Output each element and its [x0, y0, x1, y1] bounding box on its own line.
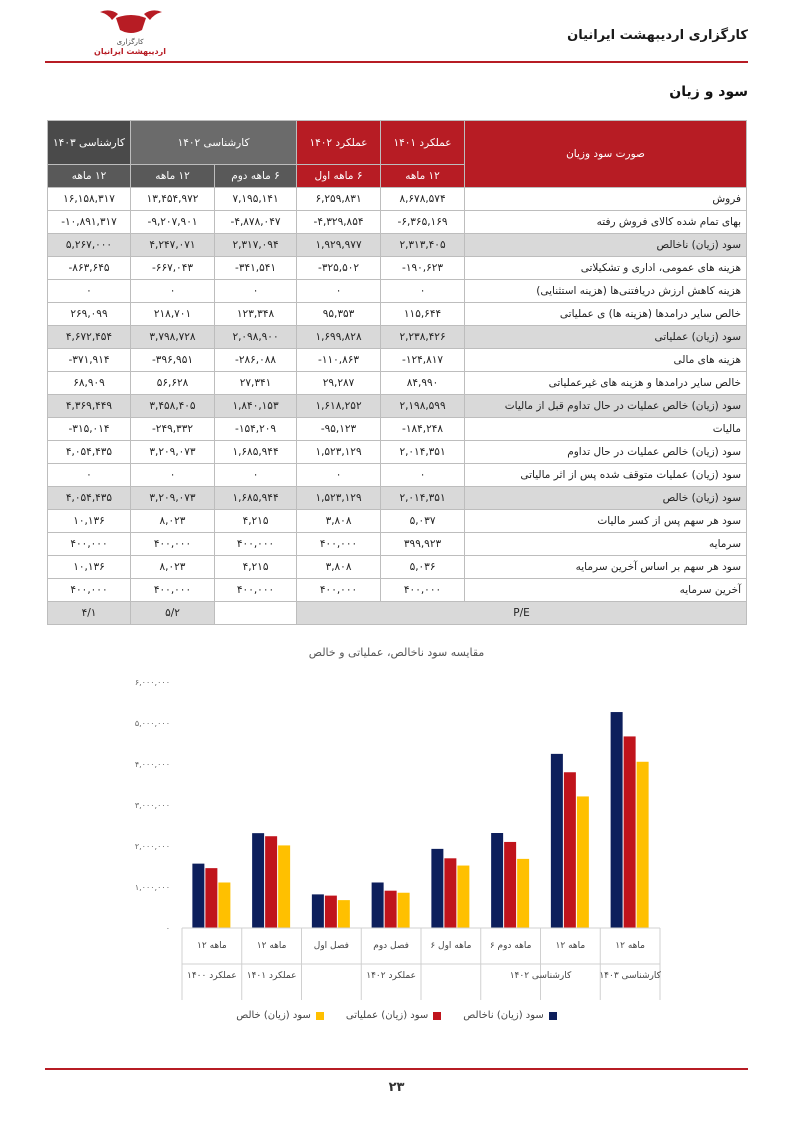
brand-logo: [70, 6, 190, 58]
subheader-4: ۱۲ ماهه: [131, 165, 215, 188]
legend-swatch: [549, 1012, 557, 1020]
row-value: ۸,۰۲۳: [131, 510, 215, 533]
row-label: مالیات: [465, 418, 747, 441]
bar: [398, 893, 410, 928]
x-group-label: عملکرد ۱۴۰۰: [187, 971, 237, 981]
row-value: ۱,۶۱۸,۲۵۲: [297, 395, 381, 418]
row-label: فروش: [465, 188, 747, 211]
header-forecast-1402: کارشناسی ۱۴۰۲: [131, 121, 297, 165]
row-label: خالص سایر درامدها (هزینه ها) ی عملیاتی: [465, 303, 747, 326]
bar: [611, 712, 623, 928]
bar: [551, 754, 563, 928]
row-value: ۲,۳۱۳,۴۰۵: [381, 234, 465, 257]
bar: [325, 896, 337, 928]
legend-label: سود (زیان) خالص: [236, 1010, 311, 1021]
y-tick-label: ۱,۰۰۰,۰۰۰: [134, 883, 170, 892]
x-group-label: عملکرد ۱۴۰۱: [246, 971, 297, 981]
row-label: سود (زیان) ناخالص: [465, 234, 747, 257]
bar: [491, 833, 503, 928]
row-value: ۴,۲۱۵: [215, 556, 297, 579]
row-value: ۰: [48, 280, 131, 303]
x-tick-label: ۱۲ ماهه: [256, 941, 287, 951]
row-value: ۴,۰۵۴,۴۳۵: [48, 441, 131, 464]
section-title: سود و زیان: [669, 84, 748, 100]
subheader-1: ۱۲ ماهه: [381, 165, 465, 188]
chart-legend: [0, 1010, 793, 1021]
row-value: ۱۳,۴۵۴,۹۷۲: [131, 188, 215, 211]
footer-divider: [45, 1068, 748, 1070]
row-value: ۲,۳۱۷,۰۹۴: [215, 234, 297, 257]
row-value: ۰: [297, 280, 381, 303]
row-value: -۹,۲۰۷,۹۰۱: [131, 211, 215, 234]
row-value: ۶۸,۹۰۹: [48, 372, 131, 395]
bar: [192, 864, 204, 928]
row-value: ۴,۳۶۹,۴۴۹: [48, 395, 131, 418]
bar: [504, 842, 516, 928]
row-value: -۳۹۶,۹۵۱: [131, 349, 215, 372]
row-value: ۰: [131, 464, 215, 487]
row-value: ۳۹۹,۹۲۳: [381, 533, 465, 556]
row-value: ۲۱۸,۷۰۱: [131, 303, 215, 326]
legend-item: [463, 1010, 557, 1021]
row-value: -۳۷۱,۹۱۴: [48, 349, 131, 372]
row-value: ۰: [381, 464, 465, 487]
row-value: ۲۶۹,۰۹۹: [48, 303, 131, 326]
legend-label: سود (زیان) ناخالص: [463, 1010, 544, 1021]
row-value: -۴,۸۷۸,۰۴۷: [215, 211, 297, 234]
y-tick-label: ۴,۰۰۰,۰۰۰: [134, 760, 170, 769]
chart-title: مقایسه سود ناخالص، عملیاتی و خالص: [308, 646, 485, 659]
row-value: -۱۲۴,۸۱۷: [381, 349, 465, 372]
row-value: ۲,۰۱۴,۳۵۱: [381, 441, 465, 464]
x-group-label: کارشناسی ۱۴۰۳: [599, 971, 661, 981]
income-statement-table: [47, 120, 747, 625]
row-value: ۵,۰۳۷: [381, 510, 465, 533]
x-group-label: کارشناسی ۱۴۰۲: [509, 971, 572, 981]
row-label: هزینه های مالی: [465, 349, 747, 372]
row-label: سود (زیان) خالص عملیات در حال تداوم قبل از مالیات: [465, 395, 747, 418]
table-row: [48, 533, 747, 556]
row-value: ۳,۸۰۸: [297, 556, 381, 579]
header-company-name: کارگزاری اردیبهشت ایرانیان: [567, 28, 748, 43]
row-value: -۴,۳۲۹,۸۵۴: [297, 211, 381, 234]
row-label: بهای تمام شده کالای فروش رفته: [465, 211, 747, 234]
table-row: [48, 418, 747, 441]
table-corner-label: صورت سود وزیان: [465, 121, 747, 188]
row-value: ۲۷,۳۴۱: [215, 372, 297, 395]
row-label: سود هر سهم پس از کسر مالیات: [465, 510, 747, 533]
row-value: ۴۰۰,۰۰۰: [215, 579, 297, 602]
header-actual-1402: عملکرد ۱۴۰۲: [297, 121, 381, 165]
row-value: ۷,۱۹۵,۱۴۱: [215, 188, 297, 211]
row-value: ۳,۸۰۸: [297, 510, 381, 533]
bar: [385, 891, 397, 928]
row-value: ۰: [215, 464, 297, 487]
bar: [517, 859, 529, 928]
subheader-5: ۱۲ ماهه: [48, 165, 131, 188]
x-tick-label: ۱۲ ماهه: [197, 941, 227, 951]
svg-text:کارگزاری: کارگزاری: [116, 38, 144, 46]
bar: [444, 858, 456, 928]
y-tick-label: ۲,۰۰۰,۰۰۰: [134, 842, 170, 851]
row-value: ۸۴,۹۹۰: [381, 372, 465, 395]
row-value: ۰: [381, 280, 465, 303]
y-tick-label: ۳,۰۰۰,۰۰۰: [134, 801, 170, 810]
row-value: ۲۹,۲۸۷: [297, 372, 381, 395]
row-label: آخرین سرمایه: [465, 579, 747, 602]
row-value: -۱۹۰,۶۲۳: [381, 257, 465, 280]
row-label: هزینه های عمومی، اداری و تشکیلاتی: [465, 257, 747, 280]
row-value: ۵,۲۶۷,۰۰۰: [48, 234, 131, 257]
bar: [312, 894, 324, 928]
row-value: ۱۰,۱۳۶: [48, 510, 131, 533]
row-value: ۴۰۰,۰۰۰: [131, 533, 215, 556]
row-value: -۹۵,۱۲۳: [297, 418, 381, 441]
row-value: ۱۶,۱۵۸,۳۱۷: [48, 188, 131, 211]
row-value: ۲,۰۱۴,۳۵۱: [381, 487, 465, 510]
row-label: هزینه کاهش ارزش دریافتنی‌ها (هزینه استثنایی): [465, 280, 747, 303]
x-tick-label: ۱۲ ماهه: [615, 941, 645, 951]
row-value: -۱۰,۸۹۱,۳۱۷: [48, 211, 131, 234]
row-value: ۶,۲۵۹,۸۳۱: [297, 188, 381, 211]
row-label: سود (زیان) عملیاتی: [465, 326, 747, 349]
subheader-2: ۶ ماهه اول: [297, 165, 381, 188]
row-value: ۴,۰۵۴,۴۳۵: [48, 487, 131, 510]
row-value: ۸,۶۷۸,۵۷۴: [381, 188, 465, 211]
row-value: ۴۰۰,۰۰۰: [215, 533, 297, 556]
x-tick-label: فصل دوم: [373, 941, 409, 951]
x-group-label: عملکرد ۱۴۰۲: [366, 971, 416, 981]
bar: [338, 900, 350, 928]
row-value: ۴۰۰,۰۰۰: [381, 579, 465, 602]
row-value: ۱۱۵,۶۴۴: [381, 303, 465, 326]
x-tick-label: ۱۲ ماهه: [555, 941, 586, 951]
row-value: -۱۸۴,۲۴۸: [381, 418, 465, 441]
row-label: سود (زیان) خالص عملیات در حال تداوم: [465, 441, 747, 464]
table-row: [48, 372, 747, 395]
table-row: [48, 188, 747, 211]
row-value: ۱,۹۲۹,۹۷۷: [297, 234, 381, 257]
x-tick-label: ۶ ماهه دوم: [489, 941, 532, 951]
row-value: ۴۰۰,۰۰۰: [131, 579, 215, 602]
row-value: ۲,۲۳۸,۴۲۶: [381, 326, 465, 349]
row-value: -۳۴۱,۵۴۱: [215, 257, 297, 280]
legend-label: سود (زیان) عملیاتی: [345, 1010, 429, 1021]
profit-comparison-chart: [0, 660, 793, 1005]
header-actual-1401: عملکرد ۱۴۰۱: [381, 121, 465, 165]
row-value: ۱۰,۱۳۶: [48, 556, 131, 579]
x-tick-label: فصل اول: [313, 941, 349, 951]
row-value: ۳,۴۵۸,۴۰۵: [131, 395, 215, 418]
table-row: [48, 441, 747, 464]
bar: [431, 849, 443, 928]
header-divider: [45, 61, 748, 63]
bar: [637, 762, 649, 928]
row-value: ۱,۵۲۳,۱۲۹: [297, 441, 381, 464]
row-value: ۵,۰۳۶: [381, 556, 465, 579]
bar: [624, 736, 636, 928]
row-value: ۴۰۰,۰۰۰: [48, 533, 131, 556]
table-row: [48, 510, 747, 533]
row-value: -۸۶۳,۶۴۵: [48, 257, 131, 280]
table-row: [48, 464, 747, 487]
svg-text:اردیبهشت ایرانیان: اردیبهشت ایرانیان: [94, 47, 166, 56]
y-tick-label: ۶,۰۰۰,۰۰۰: [134, 678, 170, 687]
table-row: [48, 395, 747, 418]
y-tick-label: ۵,۰۰۰,۰۰۰: [134, 719, 170, 728]
row-value: ۴۰۰,۰۰۰: [297, 533, 381, 556]
row-label: سود (زیان) خالص: [465, 487, 747, 510]
pe-label: P/E: [297, 602, 747, 625]
row-label: سود (زیان) عملیات متوقف شده پس از اثر مالیاتی: [465, 464, 747, 487]
row-value: ۱,۶۸۵,۹۴۴: [215, 441, 297, 464]
row-value: ۲,۱۹۸,۵۹۹: [381, 395, 465, 418]
x-tick-label: ۶ ماهه اول: [430, 941, 472, 951]
row-value: ۱۲۳,۳۴۸: [215, 303, 297, 326]
row-value: -۶,۳۶۵,۱۶۹: [381, 211, 465, 234]
page-header: [0, 0, 793, 62]
row-value: ۰: [131, 280, 215, 303]
row-value: -۶۶۷,۰۴۳: [131, 257, 215, 280]
row-label: خالص سایر درامدها و هزینه های غیرعملیاتی: [465, 372, 747, 395]
pe-value: ۵/۲: [131, 602, 215, 625]
row-value: ۲,۰۹۸,۹۰۰: [215, 326, 297, 349]
table-row: [48, 211, 747, 234]
row-value: ۹۵,۳۵۳: [297, 303, 381, 326]
row-value: -۲۴۹,۳۳۲: [131, 418, 215, 441]
row-value: -۲۸۶,۰۸۸: [215, 349, 297, 372]
table-row: [48, 579, 747, 602]
table-row: [48, 303, 747, 326]
row-value: ۴,۲۴۷,۰۷۱: [131, 234, 215, 257]
row-value: ۴,۲۱۵: [215, 510, 297, 533]
table-row: [48, 280, 747, 303]
table-row: [48, 556, 747, 579]
row-value: ۴۰۰,۰۰۰: [297, 579, 381, 602]
pe-value: ۴/۱: [48, 602, 131, 625]
table-row: [48, 349, 747, 372]
row-label: سرمایه: [465, 533, 747, 556]
pe-empty-cell: [215, 602, 297, 625]
bar: [278, 845, 290, 928]
row-value: ۸,۰۲۳: [131, 556, 215, 579]
row-value: ۵۶,۶۲۸: [131, 372, 215, 395]
row-value: ۳,۲۰۹,۰۷۳: [131, 441, 215, 464]
legend-swatch: [433, 1012, 441, 1020]
row-value: -۳۲۵,۵۰۲: [297, 257, 381, 280]
row-value: ۱,۶۹۹,۸۲۸: [297, 326, 381, 349]
bar: [205, 868, 217, 928]
row-value: ۱,۸۴۰,۱۵۳: [215, 395, 297, 418]
page-number: ۲۳: [388, 1080, 405, 1095]
row-value: ۴۰۰,۰۰۰: [48, 579, 131, 602]
subheader-3: ۶ ماهه دوم: [215, 165, 297, 188]
header-forecast-1403: کارشناسی ۱۴۰۳: [48, 121, 131, 165]
bar: [265, 836, 277, 928]
row-value: ۳,۲۰۹,۰۷۳: [131, 487, 215, 510]
row-value: ۱,۵۲۳,۱۲۹: [297, 487, 381, 510]
row-value: ۰: [215, 280, 297, 303]
table-row: [48, 487, 747, 510]
legend-item: [236, 1010, 324, 1021]
row-value: -۱۱۰,۸۶۳: [297, 349, 381, 372]
bar: [372, 882, 384, 928]
row-value: ۰: [48, 464, 131, 487]
y-tick-label: ۰: [165, 924, 170, 933]
row-value: ۳,۷۹۸,۷۲۸: [131, 326, 215, 349]
legend-swatch: [316, 1012, 324, 1020]
table-row: [48, 257, 747, 280]
row-value: -۱۵۴,۲۰۹: [215, 418, 297, 441]
pe-row: [48, 602, 747, 625]
row-value: ۴,۶۷۲,۴۵۴: [48, 326, 131, 349]
legend-item: [346, 1010, 441, 1021]
row-value: -۳۱۵,۰۱۴: [48, 418, 131, 441]
row-label: سود هر سهم بر اساس آخرین سرمایه: [465, 556, 747, 579]
bar: [457, 866, 469, 928]
bar: [218, 882, 230, 928]
bar: [252, 833, 264, 928]
row-value: ۱,۶۸۵,۹۴۴: [215, 487, 297, 510]
table-row: [48, 326, 747, 349]
row-value: ۰: [297, 464, 381, 487]
bar: [577, 796, 589, 928]
bar: [564, 772, 576, 928]
table-row: [48, 234, 747, 257]
